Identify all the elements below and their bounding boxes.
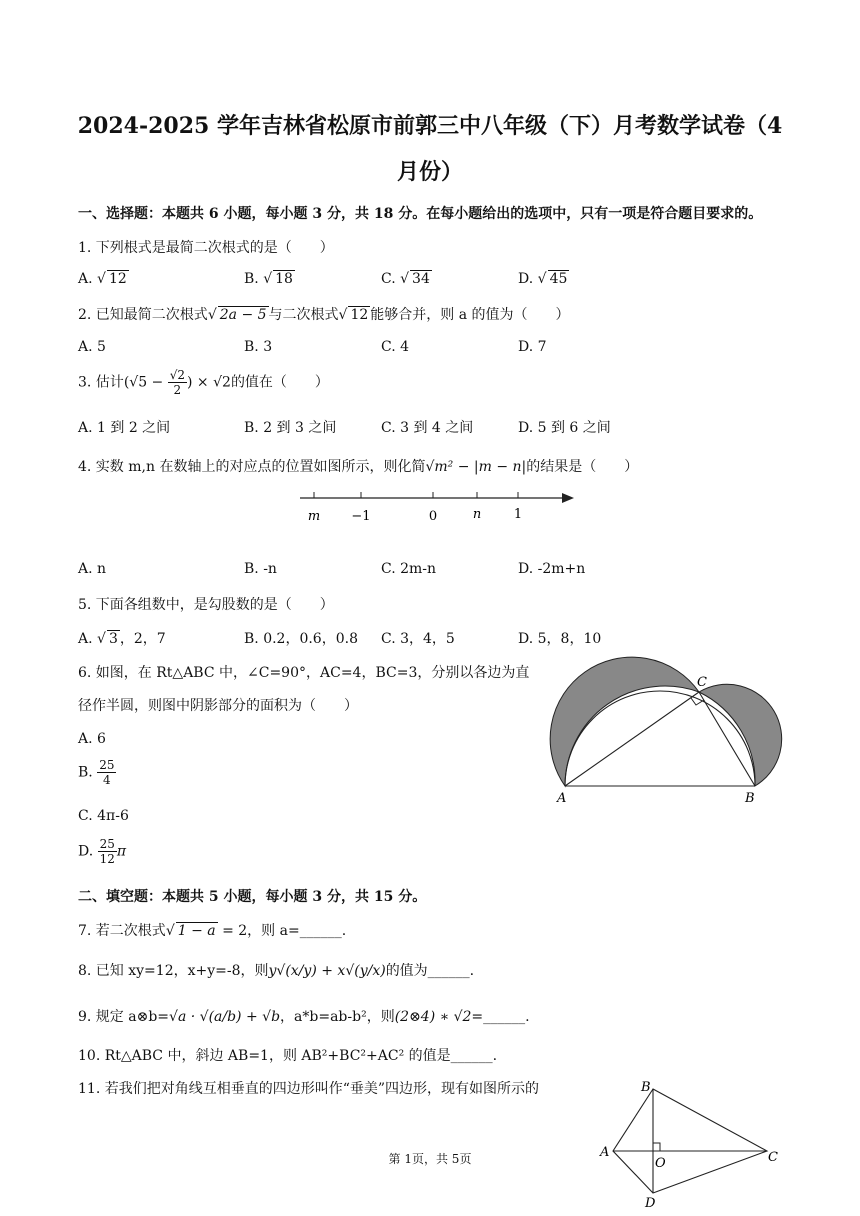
- q6-option-c: C. 4π-6: [78, 808, 129, 824]
- exam-title-line1: 2024-2025 学年吉林省松原市前郭三中八年级（下）月考数学试卷（4: [77, 113, 783, 139]
- axis-label-0: 0: [428, 509, 438, 524]
- number-line-figure: [290, 484, 590, 530]
- q4-option-a: A. n: [78, 561, 107, 577]
- q5-option-b: B. 0.2，0.6，0.8: [244, 631, 358, 647]
- q1-option-d: D. √ 45: [518, 271, 568, 287]
- q2-option-c: C. 4: [381, 339, 410, 355]
- q2-stem: 2. 已知最简二次根式√ 2a − 5 与二次根式√ 12 能够合并，则 a 的值为（ ）: [78, 307, 570, 323]
- axis-label-n: n: [472, 507, 482, 522]
- quadrilateral-figure: [595, 1075, 785, 1210]
- section2-heading: 二、填空题：本题共 5 小题，每小题 3 分，共 15 分。: [78, 889, 427, 905]
- fig11-label-b: B: [641, 1080, 651, 1095]
- q9-stem: 9. 规定 a⊗b=√a · √(a/b) + √b，a*b=ab-b²，则(2⊗4) ∗ √2=______.: [78, 1009, 530, 1025]
- q6-stem-line1: 6. 如图，在 Rt△ABC 中，∠C=90°，AC=4，BC=3，分别以各边为直: [78, 665, 530, 681]
- q1-stem: 1. 下列根式是最简二次根式的是（ ）: [78, 240, 334, 256]
- shaded-lune-ac: [550, 657, 699, 786]
- q6-option-d: D. $\frac{25}{12}$ π: [78, 837, 127, 866]
- number-line-arrow: [562, 493, 574, 503]
- exam-title-line2: 月份）: [396, 159, 463, 185]
- axis-label-m: m: [307, 509, 321, 524]
- q3-option-d: D. 5 到 6 之间: [518, 420, 611, 436]
- fig11-label-d: D: [645, 1196, 656, 1210]
- fig6-label-c: C: [697, 675, 707, 690]
- q4-option-c: C. 2m-n: [381, 561, 437, 577]
- q4-option-d: D. -2m+n: [518, 561, 586, 577]
- fig11-label-o: O: [655, 1156, 666, 1171]
- q4-option-b: B. -n: [244, 561, 277, 577]
- fig11-label-c: C: [768, 1150, 778, 1165]
- fig6-label-b: B: [745, 791, 755, 806]
- q8-stem: 8. 已知 xy=12，x+y=-8，则y√(x/y) + x√(y/x)的值为______.: [78, 963, 475, 979]
- q5-stem: 5. 下面各组数中，是勾股数的是（ ）: [78, 597, 334, 613]
- fig6-label-a: A: [557, 791, 567, 806]
- q1-option-c: C. √ 34: [381, 271, 430, 287]
- q5-option-d: D. 5，8，10: [518, 631, 602, 647]
- q10-stem: 10. Rt△ABC 中，斜边 AB=1，则 AB²+BC²+AC² 的值是______.: [78, 1048, 498, 1064]
- q5-option-a: A. √ 3 ，2，7: [78, 631, 166, 647]
- q6-stem-line2: 径作半圆，则图中阴影部分的面积为（ ）: [78, 698, 358, 714]
- axis-label-neg1: −1: [351, 509, 371, 524]
- section1-heading: 一、选择题：本题共 6 小题，每小题 3 分，共 18 分。在每小题给出的选项中，只有一项是符合题目要求的。: [78, 206, 763, 222]
- q1-option-b: B. √ 18: [244, 271, 293, 287]
- quadrilateral-abcd: [613, 1089, 767, 1193]
- q2-option-d: D. 7: [518, 339, 547, 355]
- q7-stem: 7. 若二次根式√ 1 − a = 2，则 a=______.: [78, 923, 347, 939]
- page-footer: 第 1页，共 5页: [388, 1152, 472, 1166]
- axis-label-1: 1: [513, 507, 523, 522]
- q3-stem: 3. 估计(√5 − $\frac{√2}{2}$ ) × √2的值在（ ）: [78, 368, 329, 397]
- q3-option-a: A. 1 到 2 之间: [78, 420, 171, 436]
- q5-option-c: C. 3，4，5: [381, 631, 455, 647]
- q1-option-a: A. √ 12: [78, 271, 127, 287]
- q6-option-a: A. 6: [78, 731, 106, 747]
- q2-option-b: B. 3: [244, 339, 273, 355]
- q3-option-c: C. 3 到 4 之间: [381, 420, 474, 436]
- q4-stem: 4. 实数 m,n 在数轴上的对应点的位置如图所示，则化简√m² − |m − n|的结果是（ ）: [78, 459, 639, 475]
- q2-option-a: A. 5: [78, 339, 106, 355]
- semicircle-figure: [545, 650, 790, 810]
- q6-option-b: B. $\frac{25}{4}$: [78, 758, 115, 787]
- q11-stem: 11. 若我们把对角线互相垂直的四边形叫作“垂美”四边形，现有如图所示的: [78, 1081, 540, 1097]
- q3-option-b: B. 2 到 3 之间: [244, 420, 337, 436]
- fig11-label-a: A: [600, 1145, 610, 1160]
